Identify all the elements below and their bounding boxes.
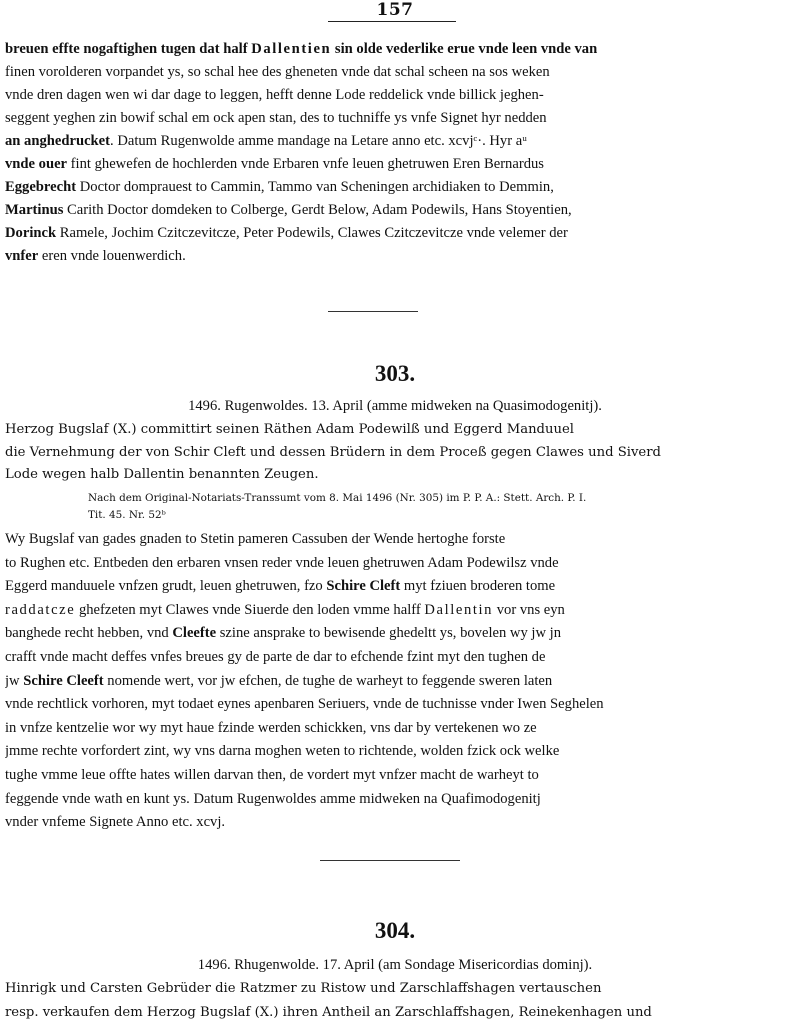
page-number: 157 [376,0,414,20]
text-run: vnfer [5,248,39,264]
separator-line-1 [328,311,418,312]
document-303-text-line [5,624,785,642]
previous-text-line [5,155,785,173]
text-run: finen vorolderen vorpandet ys, so schal hee des gheneten vnde dat schal scheen na sos weken [5,64,550,80]
text-run: eren vnde louenwerdich. [38,248,186,264]
text-run: crafft vnde macht deffes vnfes breues gy de parte de dar to efchende fzint myt den tughen de [5,649,546,665]
document-303-text-line [5,530,785,548]
text-run: tughe vmme leue offte hates willen darvan then, de vordert myt vnfzer macht de warheyt to [5,767,539,783]
text-run: nomende wert, vor jw efchen, de tughe de warheyt to feggende sweren laten [103,672,553,689]
document-303-date-line: 1496. Rugenwoldes. 13. April (amme midweken na Quasimodogenitj). [188,398,602,414]
text-run: vnde ouer [5,156,68,172]
source-303-line: Nach dem Original-Notariats-Transsumt vom 8. Mai 1496 (Nr. 305) im P. P. A.: Stett. Arch. P. I. [88,492,587,504]
text-run: banghede recht hebben, vnd [5,625,173,642]
regest-303-line: Lode wegen halb Dallentin benannten Zeugen. [5,467,319,482]
text-run: seggent yeghen zin bowif schal em ock apen stan, des to tuchniffe ys vnfe Signet hyr nedden [5,110,547,126]
document-number-304: 304. [374,918,416,943]
header-rule [328,21,456,22]
previous-text-line [5,178,785,196]
text-run: sin olde vederlike erue vnde leen vnde van [331,41,598,57]
text-run: Ramele, Jochim Czitczevitcze, Peter Podewils, Clawes Czitczevitcze vnde velemer der [56,225,568,241]
document-303-text-line [5,577,785,595]
text-run: Eggerd manduuele vnfzen grudt, leuen ghetruwen, fzo [5,578,327,595]
source-303-line: Tit. 45. Nr. 52ᵇ [88,509,166,521]
text-run: vnder vnfeme Signete Anno etc. xcvj. [5,814,226,831]
text-run: breuen effte nogaftighen tugen dat half [5,41,252,57]
previous-text-line [5,132,785,150]
text-run: ghefzeten myt Clawes vnde Siuerde den loden vmme halff [75,601,425,618]
previous-text-line [5,247,785,265]
text-run: an anghedrucket [5,133,111,149]
previous-text-line [5,224,785,242]
text-run: Cleefte [172,625,217,642]
text-run: in vnfze kentzelie wor wy myt haue fzinde werden schickken, vns dar by vertekenen wo ze [5,719,537,736]
text-run: vor vns eyn [493,601,565,618]
document-304-date-line: 1496. Rhugenwolde. 17. April (am Sondage Misericordias dominj). [197,957,593,973]
text-run: Doctor domprauest to Cammin, Tammo van Scheningen archidiaken to Demmin, [76,179,554,195]
document-303-text-line [5,766,785,784]
regest-303-line: Herzog Bugslaf (X.) committirt seinen Räthen Adam Podewilß und Eggerd Manduuel [5,422,575,437]
previous-text-line [5,109,785,127]
document-303-text-line [5,790,785,808]
regest-303-line: die Vernehmung der von Schir Cleft und dessen Brüdern in dem Proceß gegen Clawes und Siverd [5,444,661,460]
text-run: Carith Doctor domdeken to Colberge, Gerdt Below, Adam Podewils, Hans Stoyentien, [63,202,572,218]
text-run: Dorinck [5,225,57,241]
text-run: Schire Cleeft [23,672,104,689]
text-run: jmme rechte vorfordert zint, wy vns darna moghen weten to richtende, wolden fzick ock welke [5,743,560,760]
text-run: Dallentin [424,601,494,618]
regest-304-line: resp. verkaufen dem Herzog Bugslaf (X.) ihren Antheil an Zarschlaffshagen, Reinekenhagen und [5,1005,652,1020]
previous-text-line [5,40,785,58]
document-303-text-line [5,648,785,666]
document-303-text-line [5,601,785,619]
previous-text-line [5,201,785,219]
text-run: szine ansprake to bewisende ghedeltt ys, bovelen wy jw jn [216,625,562,642]
document-303-text-line [5,742,785,760]
text-run: Dallentien [251,41,332,57]
text-run: fint ghewefen de hochlerden vnde Erbaren vnfe leuen ghetruwen Eren Bernardus [67,156,544,172]
text-run: myt fziuen broderen tome [400,578,556,595]
document-number-303: 303. [374,361,416,386]
text-run: Schire Cleft [326,578,401,595]
document-303-text-line [5,672,785,690]
text-run: to Rughen etc. Entbeden den erbaren vnsen reder vnde leuen ghetruwen Adam Podewilsz vnde [5,554,559,571]
text-run: Wy Bugslaf van gades gnaden to Stetin pameren Cassuben der Wende hertoghe forste [5,531,506,547]
text-run: feggende vnde wath en kunt ys. Datum Rugenwoldes amme midweken na Quafimodogenitj [5,790,541,807]
text-run: vnde dren dagen wen wi dar dage to leggen, hefft denne Lode reddelick vnde billick jeghen- [5,87,544,103]
document-303-text-line [5,554,785,572]
text-run: raddatcze [5,601,76,618]
text-run: Martinus [5,202,64,218]
text-run: vnde rechtlick vorhoren, myt todaet eynes apenbaren Seriuers, vnde de tuchnisse vnder Iwen Seghelen [5,696,604,713]
previous-text-line [5,63,785,81]
text-run: . Datum Rugenwolde amme mandage na Letare anno etc. xcvjᶜ·. Hyr aᵘ [110,133,527,149]
text-run: Eggebrecht [5,179,77,195]
document-303-text-line [5,813,785,831]
separator-line-2 [320,860,460,861]
document-303-text-line [5,695,785,713]
previous-text-line [5,86,785,104]
regest-304-line: Hinrigk und Carsten Gebrüder die Ratzmer zu Ristow und Zarschlaffshagen vertauschen [5,981,602,996]
document-303-text-line [5,719,785,737]
text-run: jw [5,672,24,689]
